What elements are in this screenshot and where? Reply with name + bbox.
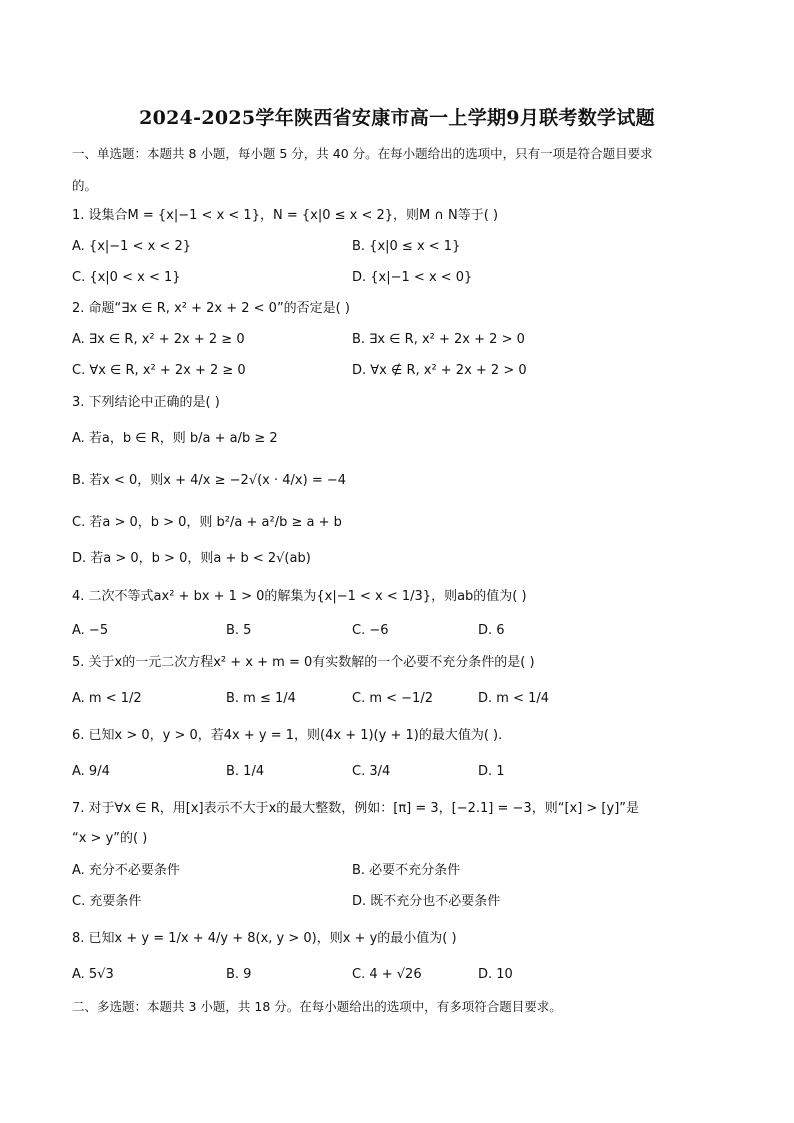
question-6-option-c: C. 3/4 xyxy=(352,764,391,779)
question-8-option-a: A. 5√3 xyxy=(72,967,114,982)
question-7-option-c: C. 充要条件 xyxy=(72,894,142,909)
question-4-option-c: C. −6 xyxy=(352,623,389,638)
question-3-option-a: A. 若a，b ∈ R，则 b/a + a/b ≥ 2 xyxy=(72,431,278,446)
question-7-stem-cont: “x > y”的( ) xyxy=(72,831,148,846)
question-8-option-b: B. 9 xyxy=(226,967,252,982)
question-4-option-b: B. 5 xyxy=(226,623,252,638)
question-5-option-c: C. m < −1/2 xyxy=(352,691,433,706)
page-title: 2024-2025学年陕西省安康市高一上学期9月联考数学试题 xyxy=(139,107,655,129)
question-2-option-b: B. ∃x ∈ R, x² + 2x + 2 > 0 xyxy=(352,332,525,347)
question-6-option-a: A. 9/4 xyxy=(72,764,110,779)
question-8-stem: 8. 已知x + y = 1/x + 4/y + 8(x, y > 0)，则x + y的最小值为( ) xyxy=(72,931,457,946)
question-8-option-c: C. 4 + √26 xyxy=(352,967,422,982)
question-8-option-d: D. 10 xyxy=(478,967,513,982)
question-7-option-b: B. 必要不充分条件 xyxy=(352,863,461,878)
question-7-option-a: A. 充分不必要条件 xyxy=(72,863,180,878)
question-7-stem: 7. 对于∀x ∈ R，用[x]表示不大于x的最大整数，例如：[π] = 3，[−2.1] = −3，则“[x] > [y]”是 xyxy=(72,801,640,816)
question-6-option-b: B. 1/4 xyxy=(226,764,265,779)
question-2-option-a: A. ∃x ∈ R, x² + 2x + 2 ≥ 0 xyxy=(72,332,245,347)
question-4-option-d: D. 6 xyxy=(478,623,505,638)
question-6-option-d: D. 1 xyxy=(478,764,505,779)
question-7-option-d: D. 既不充分也不必要条件 xyxy=(352,894,501,909)
question-3-option-b: B. 若x < 0，则x + 4/x ≥ −2√(x · 4/x) = −4 xyxy=(72,473,347,488)
question-2-stem: 2. 命题“∃x ∈ R, x² + 2x + 2 < 0”的否定是( ) xyxy=(72,301,350,316)
question-2-option-c: C. ∀x ∈ R, x² + 2x + 2 ≥ 0 xyxy=(72,363,246,378)
question-5-option-b: B. m ≤ 1/4 xyxy=(226,691,296,706)
question-1-option-b: B. {x|0 ≤ x < 1} xyxy=(352,239,461,254)
question-1-option-c: C. {x|0 < x < 1} xyxy=(72,270,181,285)
question-6-stem: 6. 已知x > 0，y > 0，若4x + y = 1，则(4x + 1)(y + 1)的最大值为( ). xyxy=(72,728,503,743)
question-4-stem: 4. 二次不等式ax² + bx + 1 > 0的解集为{x|−1 < x < 1/3}，则ab的值为( ) xyxy=(72,589,527,604)
section-1-heading-cont: 的。 xyxy=(72,178,98,193)
question-5-option-d: D. m < 1/4 xyxy=(478,691,550,706)
question-1-stem: 1. 设集合M = {x|−1 < x < 1}，N = {x|0 ≤ x < 2}，则M ∩ N等于( ) xyxy=(72,208,499,223)
question-1-option-a: A. {x|−1 < x < 2} xyxy=(72,239,191,254)
section-2-heading: 二、多选题：本题共 3 小题，共 18 分。在每小题给出的选项中，有多项符合题目要求。 xyxy=(72,999,562,1014)
question-1-option-d: D. {x|−1 < x < 0} xyxy=(352,270,473,285)
question-4-option-a: A. −5 xyxy=(72,623,109,638)
question-3-stem: 3. 下列结论中正确的是( ) xyxy=(72,395,220,410)
question-3-option-d: D. 若a > 0，b > 0，则a + b < 2√(ab) xyxy=(72,551,311,566)
question-5-option-a: A. m < 1/2 xyxy=(72,691,142,706)
question-5-stem: 5. 关于x的一元二次方程x² + x + m = 0有实数解的一个必要不充分条件的是( ) xyxy=(72,655,535,670)
question-3-option-c: C. 若a > 0，b > 0，则 b²/a + a²/b ≥ a + b xyxy=(72,515,342,530)
section-1-heading: 一、单选题：本题共 8 小题，每小题 5 分，共 40 分。在每小题给出的选项中，只有一项是符合题目要求 xyxy=(72,146,653,161)
question-2-option-d: D. ∀x ∉ R, x² + 2x + 2 > 0 xyxy=(352,363,527,378)
